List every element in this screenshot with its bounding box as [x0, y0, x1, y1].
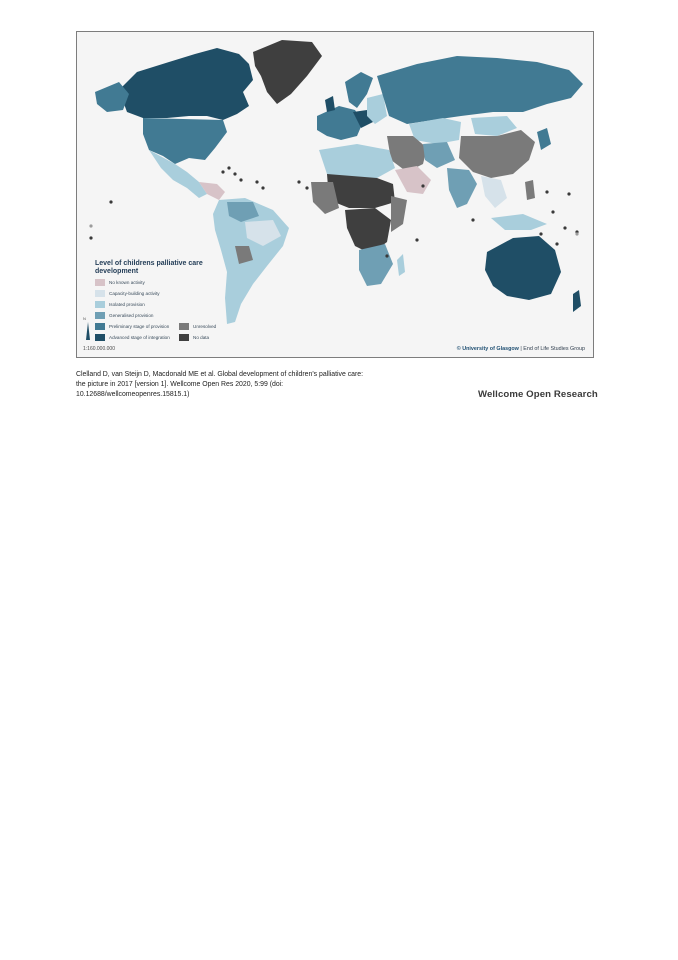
region-korea-japan — [537, 128, 551, 150]
map-legend — [95, 260, 265, 340]
legend-item-capacity-building: Capacity-building activity — [95, 289, 160, 297]
legend-item-advanced-integration: Advanced stage of integration — [95, 333, 170, 341]
credit-separator: | — [520, 346, 522, 352]
legend-item-no-known-activity: No known activity — [95, 278, 145, 286]
publisher-logo-text: Wellcome Open Research — [478, 389, 598, 400]
legend-swatch — [95, 290, 105, 297]
map-scale: 1:160.000.000 — [83, 346, 115, 352]
caption-line-3: 10.12688/wellcomeopenres.15815.1) — [76, 391, 190, 398]
credit-group: End of Life Studies Group — [523, 346, 585, 352]
legend-swatch — [95, 323, 105, 330]
region-canada — [119, 48, 253, 120]
legend-item-unresolved: Unresolved — [179, 322, 216, 330]
region-philippines — [525, 180, 535, 200]
legend-swatch — [179, 334, 189, 341]
legend-title: Level of childrens palliative care development — [95, 260, 203, 275]
region-southeast-asia — [481, 176, 507, 208]
legend-swatch — [95, 312, 105, 319]
region-uk — [325, 96, 335, 112]
region-southern-africa — [359, 244, 393, 286]
region-china — [459, 130, 535, 178]
region-east-africa — [391, 196, 407, 232]
region-new-zealand — [573, 290, 581, 312]
caption-line-2: the picture in 2017 [version 1]. Wellcome Open Res 2020, 5:99 (doi: — [76, 381, 284, 388]
map-credit — [457, 346, 585, 352]
legend-item-preliminary-stage: Preliminary stage of provision — [95, 322, 169, 330]
legend-item-isolated-provision: Isolated provision — [95, 300, 145, 308]
region-australia — [485, 236, 561, 300]
region-iran — [423, 142, 455, 168]
legend-item-generalised-provision: Generalised provision — [95, 311, 153, 319]
legend-item-no-data: No data — [179, 333, 209, 341]
region-india — [447, 168, 477, 208]
legend-swatch — [95, 301, 105, 308]
world-map — [76, 31, 594, 358]
credit-org: © University of Glasgow — [456, 346, 519, 352]
region-arabia — [395, 166, 431, 194]
north-label: N — [83, 316, 86, 321]
north-arrow-icon — [83, 314, 91, 342]
legend-swatch — [179, 323, 189, 330]
map-canvas — [77, 32, 593, 357]
figure-caption — [76, 370, 406, 400]
legend-swatch — [95, 334, 105, 341]
caption-line-1: Clelland D, van Steijn D, Macdonald ME et al. Global development of children's palliative care: — [76, 371, 364, 378]
region-indonesia — [491, 214, 547, 230]
region-greenland — [253, 40, 322, 104]
legend-swatch — [95, 279, 105, 286]
region-europe-west — [317, 106, 363, 140]
region-madagascar — [397, 254, 405, 276]
region-russia — [377, 56, 583, 124]
